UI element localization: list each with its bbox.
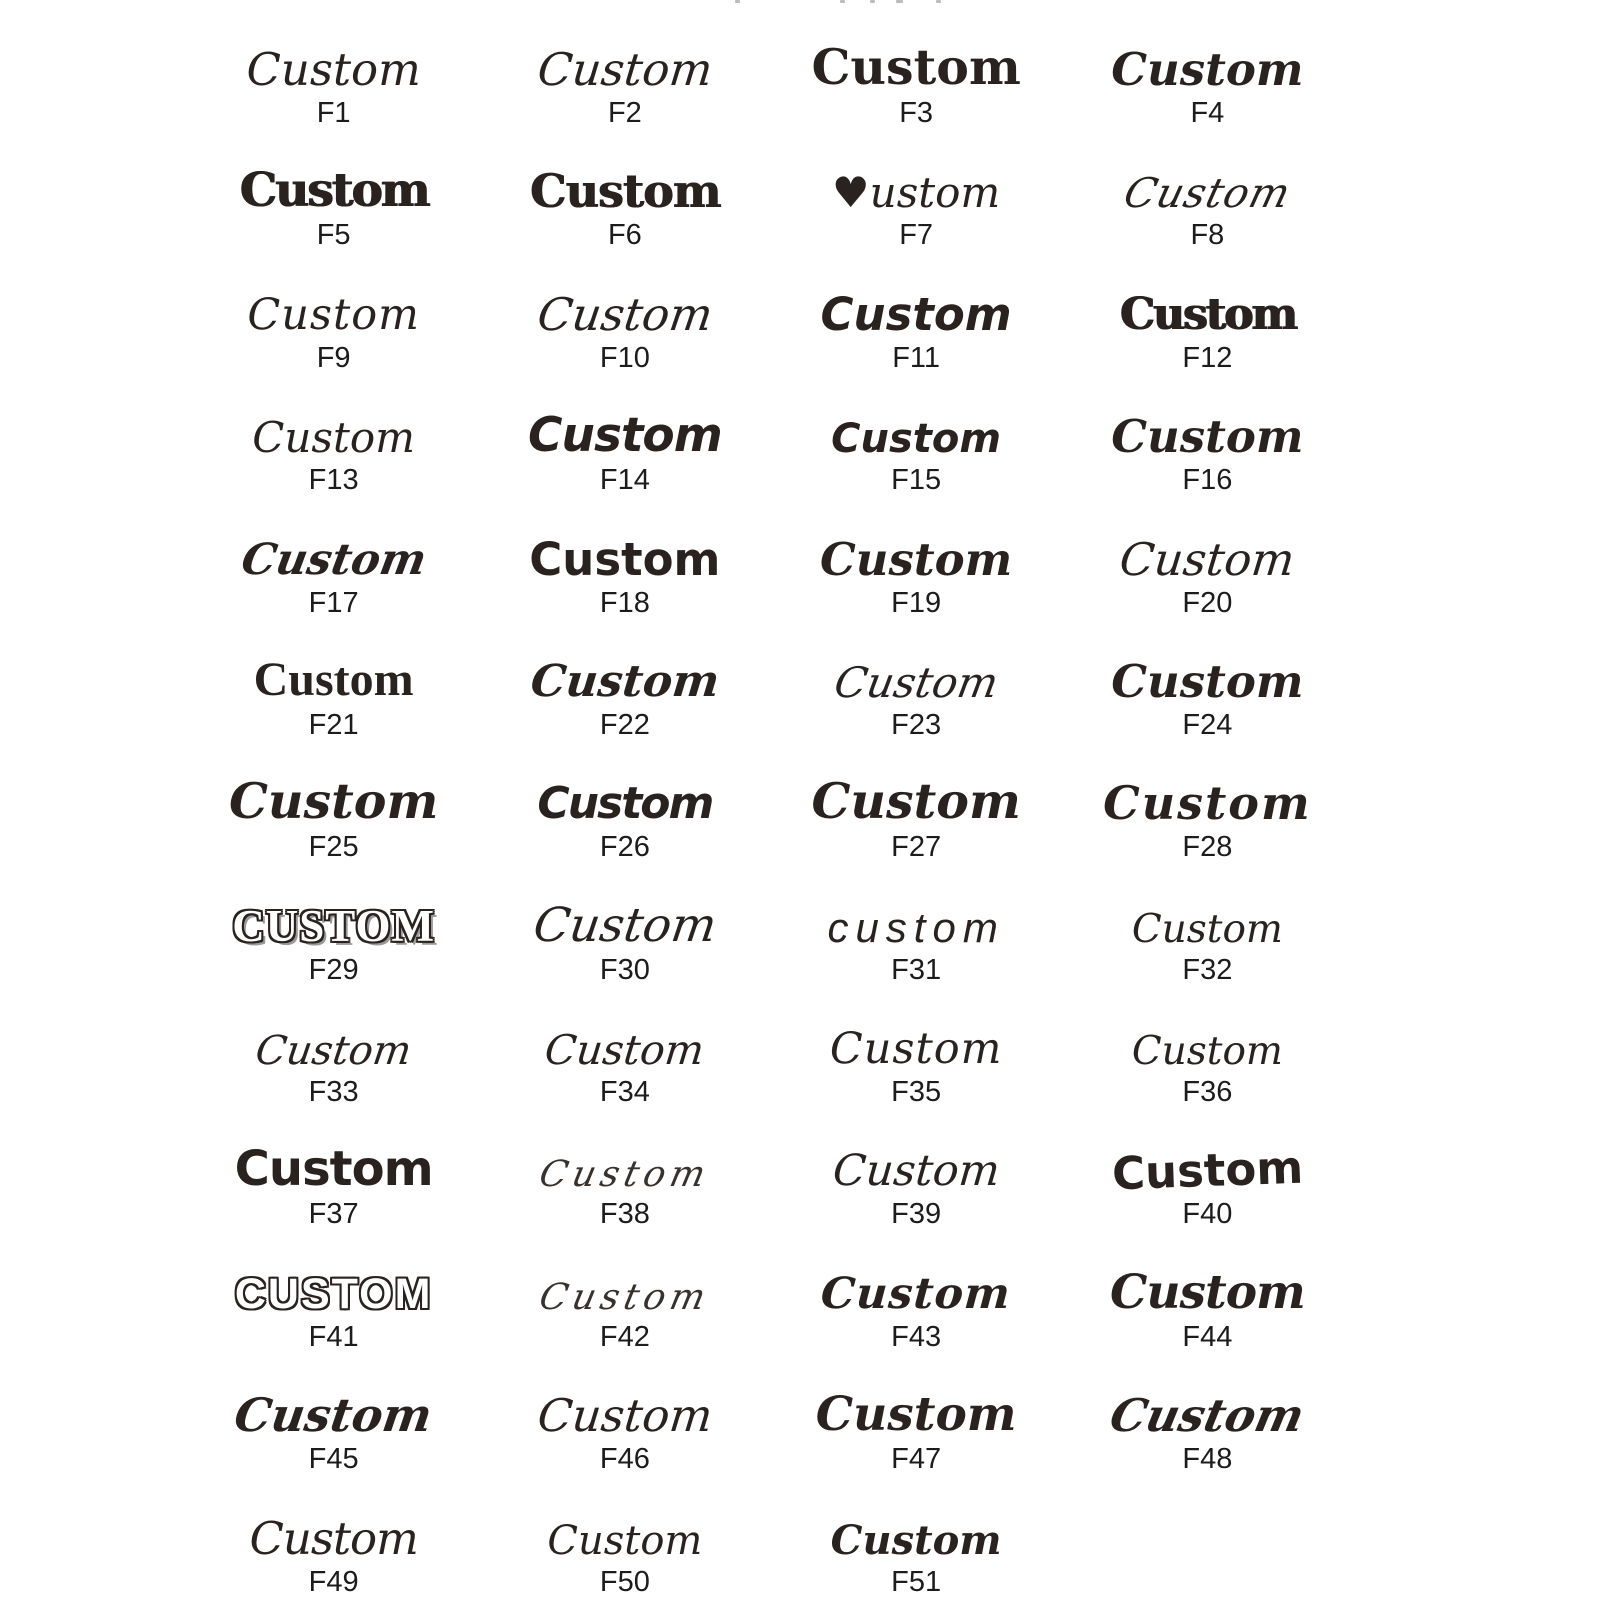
font-option-f20[interactable] xyxy=(1062,498,1353,620)
font-option-f29[interactable] xyxy=(188,865,479,987)
font-sample-text: Custom xyxy=(831,416,1002,463)
font-code-label: F36 xyxy=(1182,1076,1233,1109)
font-sample-text: Custom xyxy=(529,897,720,953)
font-option-f28[interactable] xyxy=(1062,742,1353,864)
font-sample-text: Custom xyxy=(819,1268,1013,1319)
font-code-label: F40 xyxy=(1182,1198,1233,1231)
font-option-f17[interactable] xyxy=(188,498,479,620)
font-sample-text: Custom xyxy=(529,532,721,586)
font-code-label: F15 xyxy=(891,464,942,497)
font-option-f43[interactable] xyxy=(771,1232,1062,1354)
font-code-label: F5 xyxy=(316,219,351,252)
font-sample-text: CUSTOM xyxy=(232,900,435,951)
font-code-label: F21 xyxy=(308,708,359,741)
font-sample-text: Custom xyxy=(234,1141,433,1198)
font-sample-text: Custom xyxy=(542,1026,707,1075)
font-code-label: F47 xyxy=(891,1443,942,1476)
font-option-f49[interactable] xyxy=(188,1477,479,1599)
font-code-label: F46 xyxy=(599,1443,650,1476)
font-code-label: F1 xyxy=(316,96,351,129)
font-option-f41[interactable] xyxy=(188,1232,479,1354)
font-option-f38[interactable] xyxy=(479,1110,770,1232)
font-option-f19[interactable] xyxy=(771,498,1062,620)
font-option-f24[interactable] xyxy=(1062,620,1353,742)
font-sample-text: Custom xyxy=(1105,1389,1310,1443)
font-option-f6[interactable] xyxy=(479,130,770,252)
font-sample-text: Custom xyxy=(534,1389,715,1443)
font-option-f9[interactable] xyxy=(188,253,479,375)
font-sample-text: custom xyxy=(827,903,1005,951)
font-code-label: F8 xyxy=(1190,219,1225,252)
font-code-label: F4 xyxy=(1190,96,1225,129)
font-sample-text: Custom xyxy=(815,1387,1017,1443)
font-sample-text: ♥ustom xyxy=(832,168,1001,218)
font-code-label: F27 xyxy=(891,831,942,864)
font-option-f1[interactable] xyxy=(188,8,479,130)
font-code-label: F10 xyxy=(599,341,650,374)
font-code-label: F45 xyxy=(308,1443,359,1476)
font-sample-text: Custom xyxy=(1131,906,1283,952)
font-option-f50[interactable] xyxy=(479,1477,770,1599)
font-option-f21[interactable] xyxy=(188,620,479,742)
font-options-grid xyxy=(188,8,1353,1599)
font-option-f25[interactable] xyxy=(188,742,479,864)
font-code-label: F22 xyxy=(599,708,650,741)
font-option-f3[interactable] xyxy=(771,8,1062,130)
font-code-label: F30 xyxy=(599,953,650,986)
font-sample-text: Custom xyxy=(829,1024,1003,1075)
font-sample-text: Custom xyxy=(528,655,722,707)
font-code-label: F13 xyxy=(308,464,359,497)
font-sample-text: Custom xyxy=(534,42,715,96)
font-code-label: F28 xyxy=(1182,831,1233,864)
font-code-label: F16 xyxy=(1182,464,1233,497)
font-option-f7[interactable] xyxy=(771,130,1062,252)
font-sample-text: Custom xyxy=(247,289,420,340)
font-sample-text: Custom xyxy=(528,408,722,464)
font-option-f36[interactable] xyxy=(1062,987,1353,1109)
font-option-f42[interactable] xyxy=(479,1232,770,1354)
font-option-f30[interactable] xyxy=(479,865,770,987)
font-option-f48[interactable] xyxy=(1062,1354,1353,1476)
font-sample-text: Custom xyxy=(535,1276,715,1318)
font-option-f45[interactable] xyxy=(188,1354,479,1476)
font-code-label: F7 xyxy=(899,219,934,252)
font-sample-text: Custom xyxy=(537,778,713,830)
font-code-label: F38 xyxy=(599,1198,650,1231)
font-option-f18[interactable] xyxy=(479,498,770,620)
font-code-label: F37 xyxy=(308,1198,359,1231)
font-sample-text: Custom xyxy=(228,772,439,831)
font-code-label: F35 xyxy=(891,1076,942,1109)
font-code-label: F41 xyxy=(308,1320,359,1353)
font-option-f44[interactable] xyxy=(1062,1232,1353,1354)
font-code-label: F20 xyxy=(1182,586,1233,619)
font-sample-text: Custom xyxy=(811,772,1021,831)
font-code-label: F34 xyxy=(599,1076,650,1109)
font-code-label: F6 xyxy=(607,219,642,252)
font-option-f2[interactable] xyxy=(479,8,770,130)
cropped-text-remnant xyxy=(700,0,960,5)
font-code-label: F48 xyxy=(1182,1443,1233,1476)
font-sample-text: Custom xyxy=(253,652,414,706)
font-code-label: F31 xyxy=(891,953,942,986)
font-code-label: F50 xyxy=(599,1565,650,1598)
font-code-label: F24 xyxy=(1182,708,1233,741)
font-code-label: F49 xyxy=(308,1565,359,1598)
font-code-label: F33 xyxy=(308,1076,359,1109)
font-sample-text: Custom xyxy=(1131,1029,1283,1075)
font-sample-text: Custom xyxy=(1117,532,1298,586)
font-code-label: F23 xyxy=(891,708,942,741)
font-option-f11[interactable] xyxy=(771,253,1062,375)
font-sample-text: Custom xyxy=(830,657,1002,707)
font-sample-text: Custom xyxy=(830,1516,1002,1564)
font-option-f27[interactable] xyxy=(771,742,1062,864)
font-code-label: F26 xyxy=(599,831,650,864)
font-option-f10[interactable] xyxy=(479,253,770,375)
font-code-label: F42 xyxy=(599,1320,650,1353)
font-code-label: F17 xyxy=(308,586,359,619)
font-option-f12[interactable] xyxy=(1062,253,1353,375)
font-sample-text: Custom xyxy=(820,287,1012,341)
font-option-f37[interactable] xyxy=(188,1110,479,1232)
font-sample-text: Custom xyxy=(237,534,430,585)
font-option-f8[interactable] xyxy=(1062,130,1353,252)
font-option-f31[interactable] xyxy=(771,865,1062,987)
font-sample-text: Custom xyxy=(811,37,1021,96)
font-sample-text: Custom xyxy=(1111,654,1304,708)
font-code-label: F9 xyxy=(316,341,351,374)
font-sample-text: Custom xyxy=(819,532,1013,586)
font-option-f16[interactable] xyxy=(1062,375,1353,497)
font-sample-text: Custom xyxy=(1119,288,1296,340)
font-code-label: F39 xyxy=(891,1198,942,1231)
font-option-f15[interactable] xyxy=(771,375,1062,497)
font-sample-text: Custom xyxy=(529,164,721,219)
font-code-label: F18 xyxy=(599,586,650,619)
font-option-f39[interactable] xyxy=(771,1110,1062,1232)
font-sample-text: Custom xyxy=(1103,776,1312,831)
font-code-label: F2 xyxy=(607,96,642,129)
font-option-f46[interactable] xyxy=(479,1354,770,1476)
font-option-f40[interactable] xyxy=(1062,1110,1353,1232)
font-sample-text: Custom xyxy=(239,163,429,219)
font-sample-text: Custom xyxy=(1109,1264,1305,1320)
font-code-label: F25 xyxy=(308,831,359,864)
font-option-f13[interactable] xyxy=(188,375,479,497)
font-sample-text: Custom xyxy=(1110,1141,1304,1201)
font-sample-text: Custom xyxy=(1111,42,1304,96)
font-sample-text: Custom xyxy=(1119,169,1296,218)
font-option-f5[interactable] xyxy=(188,130,479,252)
font-option-f4[interactable] xyxy=(1062,8,1353,130)
font-code-label: F14 xyxy=(599,464,650,497)
font-code-label: F29 xyxy=(308,953,359,986)
font-sample-text: Custom xyxy=(830,1146,1002,1197)
font-sample-text: Custom xyxy=(547,1517,703,1564)
font-option-f47[interactable] xyxy=(771,1354,1062,1476)
font-code-label: F44 xyxy=(1182,1320,1233,1353)
font-option-f32[interactable] xyxy=(1062,865,1353,987)
font-sample-text: Custom xyxy=(533,287,716,341)
font-option-f35[interactable] xyxy=(771,987,1062,1109)
font-sample-text: Custom xyxy=(535,1154,715,1196)
font-code-label: F32 xyxy=(1182,953,1233,986)
font-code-label: F12 xyxy=(1182,341,1233,374)
font-option-f14[interactable] xyxy=(479,375,770,497)
font-option-f23[interactable] xyxy=(771,620,1062,742)
font-sample-text: Custom xyxy=(231,1388,436,1443)
font-option-f51[interactable] xyxy=(771,1477,1062,1599)
font-option-f34[interactable] xyxy=(479,987,770,1109)
font-code-label: F19 xyxy=(891,586,942,619)
font-option-f26[interactable] xyxy=(479,742,770,864)
font-code-label: F43 xyxy=(891,1320,942,1353)
font-sample-text: Custom xyxy=(246,42,421,96)
font-sample-text: Custom xyxy=(252,1028,415,1075)
font-sample-text: Custom xyxy=(252,413,415,463)
font-sample-text: Custom xyxy=(249,1511,418,1565)
font-code-label: F3 xyxy=(899,96,934,129)
font-code-label: F51 xyxy=(891,1565,942,1598)
font-option-f33[interactable] xyxy=(188,987,479,1109)
font-code-label: F11 xyxy=(892,341,941,374)
font-sample-text: CUSTOM xyxy=(234,1269,433,1318)
font-sample-text: Custom xyxy=(1111,410,1304,464)
font-option-f22[interactable] xyxy=(479,620,770,742)
